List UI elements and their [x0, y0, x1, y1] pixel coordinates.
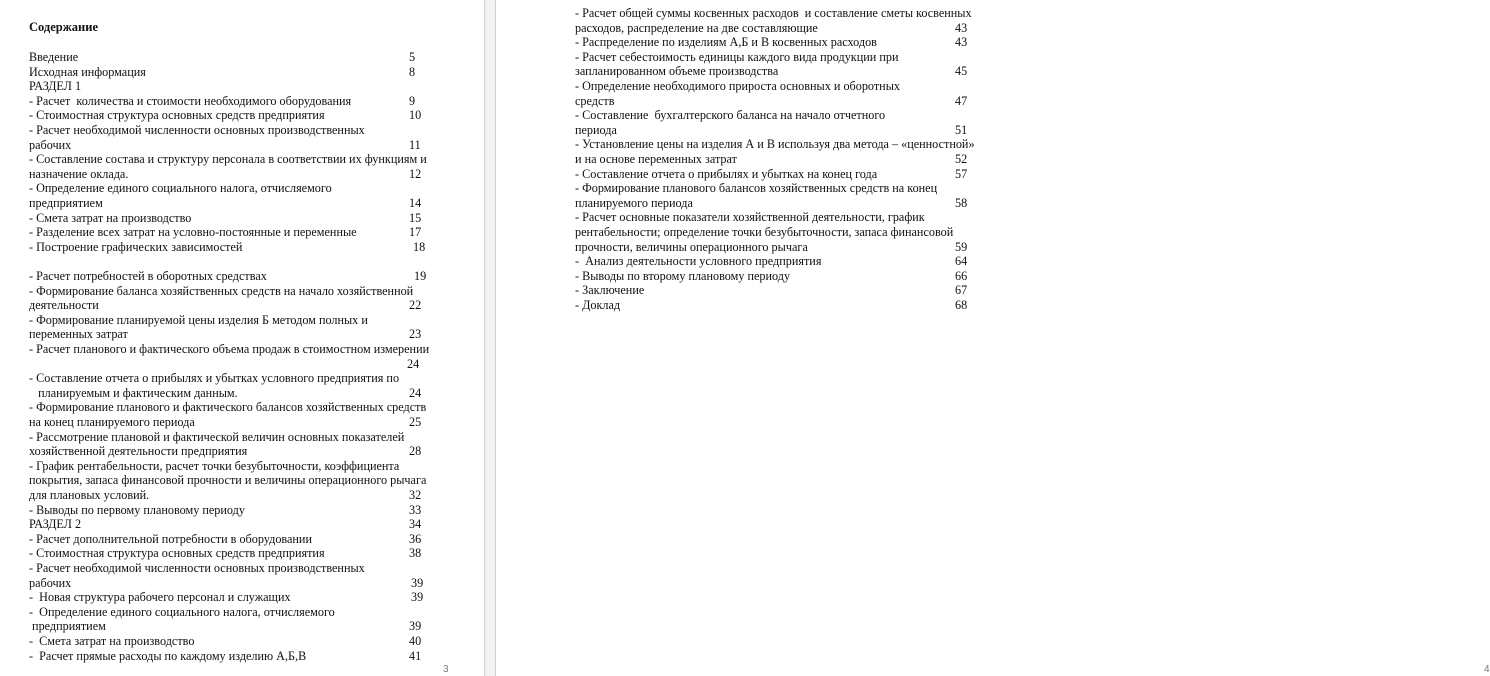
toc-entry-text: - Составление бухгалтерского баланса на начало отчетного	[575, 108, 886, 123]
toc-entry-text: - Установление цены на изделия А и В используя два метода – «ценностной»	[575, 137, 975, 152]
toc-entry-text: хозяйственной деятельности предприятия	[29, 444, 248, 459]
toc-entry-page-number: 23	[409, 327, 422, 342]
toc-entry-text: - Расчет дополнительной потребности в оборудовании	[29, 531, 312, 546]
toc-entry-text: - Выводы по второму плановому периоду	[575, 268, 791, 283]
toc-entry-text: Введение	[29, 50, 79, 64]
toc-entry-page-number: 38	[409, 546, 422, 561]
toc-entry-page-number: 8	[409, 64, 416, 79]
toc-entry-text: - Смета затрат на производство	[29, 210, 192, 225]
toc-entry-page-number: 67	[955, 283, 968, 298]
toc-entry-text: рентабельности; определение точки безубыточности, запаса финансовой	[575, 225, 954, 239]
toc-entry-text: - Определение единого социального налога, отчисляемого	[29, 604, 335, 619]
toc-entry-text: Исходная информация	[29, 64, 146, 79]
toc-entry-text: - Расчет потребностей в оборотных средствах	[29, 269, 267, 283]
page-number: 4	[1484, 664, 1490, 675]
toc-entry-page-number: 19	[414, 269, 427, 283]
toc-entry-text: планируемым и фактическим данным.	[29, 385, 238, 400]
toc-entry-page-number: 39	[411, 575, 424, 590]
toc-entry-text: - Расчет основные показатели хозяйственной деятельности, график	[575, 210, 925, 225]
toc-entry-page-number: 22	[409, 298, 422, 313]
toc-entry-text: РАЗДЕЛ 1	[29, 79, 82, 94]
toc-entry-text: рабочих	[29, 137, 72, 152]
toc-entry-text: - Разделение всех затрат на условно-постоянные и переменные	[29, 225, 357, 240]
toc-entry-page-number: 39	[409, 619, 422, 634]
toc-entry-text: - Составление отчета о прибылях и убытках условного предприятия по	[29, 371, 400, 386]
toc-entry-page-number: 64	[955, 254, 968, 269]
toc-entry-page-number: 57	[955, 166, 968, 181]
toc-entry-text: - Выводы по первому плановому периоду	[29, 502, 245, 517]
toc-entry-text: - Распределение по изделиям А,Б и В косвенных расходов	[575, 35, 877, 50]
toc-entry-page-number: 59	[955, 239, 968, 254]
toc-entry-text: - Расчет себестоимость единицы каждого вида продукции при	[575, 49, 899, 64]
toc-entry-text: - Формирование планового балансов хозяйственных средств на конец	[575, 181, 938, 196]
toc-entry-text: рабочих	[29, 575, 72, 590]
toc-entry-text: периода	[575, 122, 617, 137]
toc-entry-text: - Анализ деятельности условного предприятия	[575, 254, 822, 269]
toc-entry-page-number: 36	[409, 531, 422, 546]
toc-entry-text: - Построение графических зависимостей	[29, 239, 243, 254]
toc-entry-page-number: 24	[409, 385, 422, 400]
toc-entry-text: - Расчет количества и стоимости необходимого оборудования	[29, 93, 352, 108]
toc-entry-text: - Определение необходимого прироста основных и оборотных	[575, 79, 900, 93]
toc-entry-text: - Стоимостная структура основных средств предприятия	[29, 108, 325, 123]
toc-entry-page-number: 10	[409, 108, 422, 123]
toc-entry-page-number: 17	[409, 225, 422, 240]
toc-entry-text: для плановых условий.	[29, 488, 150, 502]
toc-entry-page-number: 5	[409, 50, 416, 64]
toc-entry-text: расходов, распределение на две составляющие	[575, 20, 818, 35]
toc-entry-text: - Расчет планового и фактического объема продаж в стоимостном измерении	[29, 342, 430, 356]
toc-entry-text: деятельности	[29, 298, 99, 313]
toc-entry-page-number: 28	[409, 444, 422, 459]
toc-entry-text: - Расчет прямые расходы по каждому изделию А,Б,В	[29, 648, 307, 663]
toc-entry-text: - Заключение	[575, 283, 645, 298]
toc-entry-text: - Формирование планируемой цены изделия Б методом полных и	[29, 312, 368, 327]
toc-entry-page-number: 66	[955, 268, 968, 283]
toc-entry-page-number: 41	[409, 648, 422, 663]
toc-entry-text: - Формирование планового и фактического балансов хозяйственных средств	[29, 400, 427, 415]
toc-entry-text: - Новая структура рабочего персонал и служащих	[29, 590, 291, 605]
toc-entry-page-number: 11	[409, 137, 421, 152]
toc-entry-page-number: 58	[955, 195, 968, 210]
toc-entry-text: назначение оклада.	[29, 166, 129, 181]
toc-entry-text: - Рассмотрение плановой и фактической величин основных показателей	[29, 429, 405, 444]
toc-entry-page-number: 15	[409, 210, 422, 225]
toc-entry-page-number: 9	[409, 93, 416, 108]
toc-entry-text: - Доклад	[575, 298, 621, 312]
toc-entry-page-number: 34	[409, 517, 422, 532]
toc-entry-text: - Составление состава и структуру персонала в соответствии их функциям и	[29, 152, 427, 167]
toc-entry-text: - Расчет необходимой численности основных производственных	[29, 123, 365, 137]
document-page-right	[496, 0, 1490, 676]
toc-entry-text: предприятием	[29, 619, 106, 634]
toc-entry-page-number: 32	[409, 488, 422, 502]
toc-entry-text: и на основе переменных затрат	[575, 152, 737, 166]
toc-entry-page-number: 47	[955, 93, 968, 108]
page-gap-divider	[484, 0, 496, 676]
toc-entry-page-number: 24	[407, 356, 420, 371]
toc-entry-text: покрытия, запаса финансовой прочности и величины операционного рычага	[29, 473, 427, 488]
toc-entry-page-number: 39	[411, 590, 424, 605]
toc-entry-text: планируемого периода	[575, 195, 693, 210]
toc-entry-text: - Формирование баланса хозяйственных средств на начало хозяйственной	[29, 283, 414, 298]
toc-entry-text: - Смета затрат на производство	[29, 634, 195, 648]
toc-heading: Содержание	[29, 20, 99, 34]
document-page-left	[0, 0, 484, 676]
toc-entry-page-number: 40	[409, 634, 422, 648]
toc-entry-text: запланированном объеме производства	[575, 64, 779, 79]
toc-entry-text: - Расчет необходимой численности основных производственных	[29, 561, 365, 575]
toc-entry-page-number: 43	[955, 20, 968, 35]
toc-entry-page-number: 33	[409, 502, 422, 517]
toc-entry-text: переменных затрат	[29, 327, 128, 342]
toc-entry-text: на конец планируемого периода	[29, 415, 195, 429]
toc-entry-page-number: 14	[409, 196, 422, 210]
toc-entry-page-number: 68	[955, 298, 968, 312]
toc-entry-text: - График рентабельности, расчет точки безубыточности, коэффициента	[29, 458, 400, 473]
toc-entry-text: - Стоимостная структура основных средств предприятия	[29, 546, 325, 561]
toc-entry-text: - Определение единого социального налога, отчисляемого	[29, 181, 332, 196]
toc-entry-text: - Составление отчета о прибылях и убытках на конец года	[575, 166, 878, 181]
toc-entry-text: предприятием	[29, 196, 103, 210]
toc-entry-text: РАЗДЕЛ 2	[29, 517, 82, 532]
toc-entry-page-number: 43	[955, 35, 968, 50]
toc-entry-page-number: 51	[955, 122, 968, 137]
toc-entry-page-number: 52	[955, 152, 968, 166]
toc-entry-page-number: 45	[955, 64, 968, 79]
toc-entry-page-number: 25	[409, 415, 422, 429]
page-number: 3	[443, 664, 449, 675]
toc-entry-text: средств	[575, 93, 615, 108]
toc-entry-page-number: 12	[409, 166, 422, 181]
toc-entry-text: - Расчет общей суммы косвенных расходов и составление сметы косвенных	[575, 6, 972, 20]
toc-entry-text: прочности, величины операционного рычага	[575, 239, 808, 254]
toc-entry-page-number: 18	[413, 239, 426, 254]
